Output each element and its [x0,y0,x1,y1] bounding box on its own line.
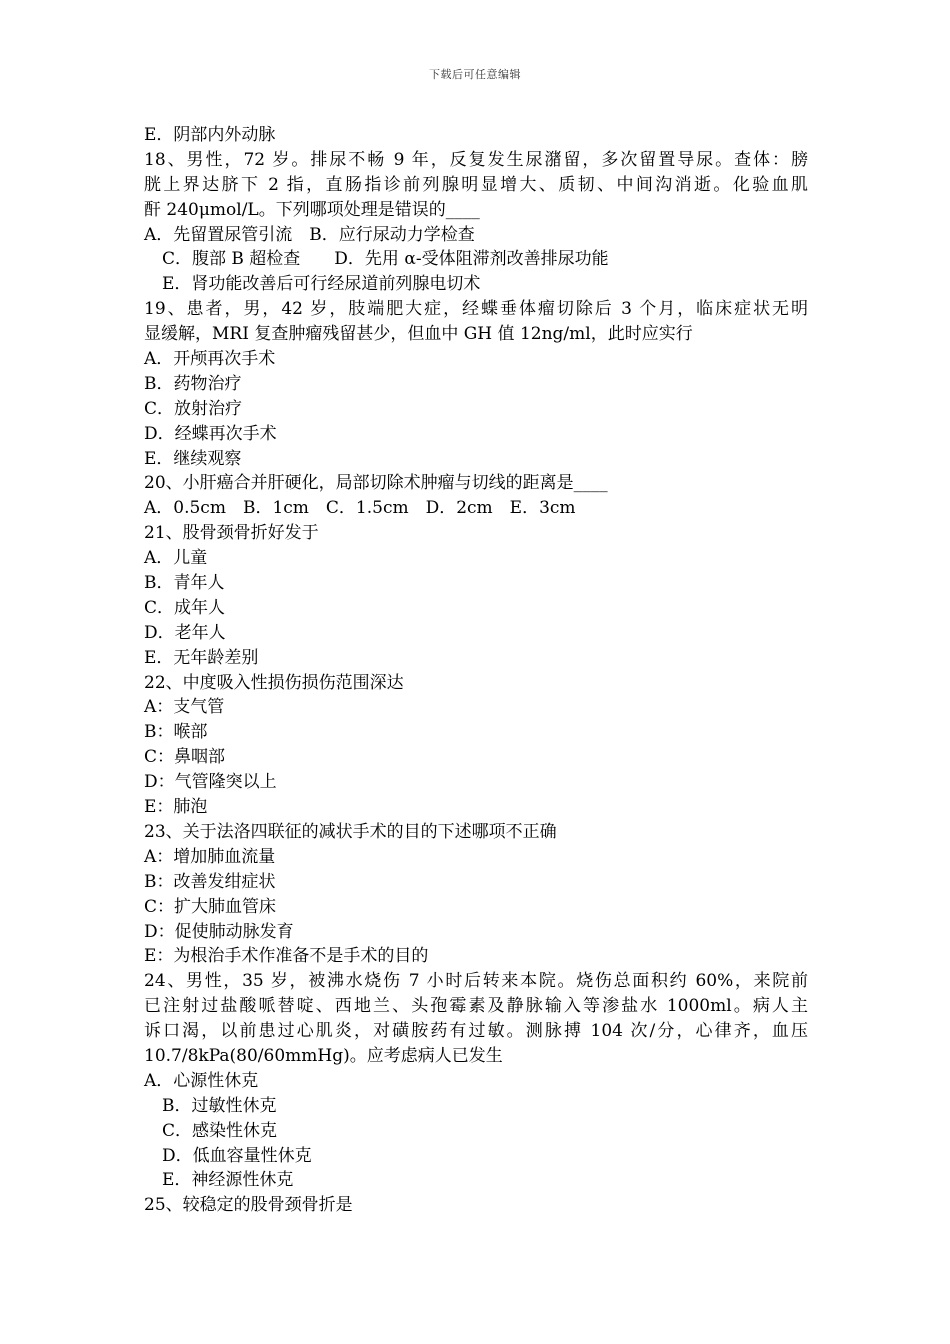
text-line: E．继续观察 [144,448,242,469]
text-line: C：鼻咽部 [144,747,226,768]
text-line: A．开颅再次手术 [144,349,276,370]
text-line: D．低血容量性休克 [162,1145,312,1166]
text-line: B．青年人 [144,573,225,594]
document-body [144,123,808,1218]
text-line: A．心源性休克 [144,1070,259,1091]
text-line: 23、关于法洛四联征的减状手术的目的下述哪项不正确 [144,821,557,842]
text-line: D．经蝶再次手术 [144,423,277,444]
text-line: B．药物治疗 [144,373,242,394]
text-line: A：支气管 [144,697,225,718]
text-line: 21、股骨颈骨折好发于 [144,523,319,544]
text-line: 已注射过盐酸哌替啶、西地兰、头孢霉素及静脉输入等渗盐水 1000ml。病人主 [144,996,808,1017]
text-line: 22、中度吸入性损伤损伤范围深达 [144,672,404,693]
text-line: E：肺泡 [144,797,208,818]
text-line: E：为根治手术作准备不是手术的目的 [144,946,429,967]
text-line: C．腹部 B 超检查 D．先用 α-受体阻滞剂改善排尿功能 [162,249,609,270]
text-line: C：扩大肺血管床 [144,896,277,917]
text-line: 19、患者，男，42 岁，肢端肥大症，经蝶垂体瘤切除后 3 个月，临床症状无明 [144,299,808,320]
text-line: E．阴部内外动脉 [144,125,276,145]
text-line: 胱上界达脐下 2 指，直肠指诊前列腺明显增大、质韧、中间沟消逝。化验血肌 [144,174,808,195]
text-line: C．放射治疗 [144,398,243,419]
text-line: 24、男性，35 岁，被沸水烧伤 7 小时后转来本院。烧伤总面积约 60%，来院前 [144,971,808,992]
text-line: B：改善发绀症状 [144,871,276,892]
text-line: A．先留置尿管引流 B．应行尿动力学检查 [144,224,475,245]
text-line: A．儿童 [144,548,208,569]
text-line: 18、男性，72 岁。排尿不畅 9 年，反复发生尿潴留，多次留置导尿。查体：膀 [144,149,808,170]
text-line: D：促使肺动脉发育 [144,921,294,942]
text-line: D．老年人 [144,622,226,643]
page-header: 下载后可任意编辑 [429,68,521,81]
text-line: E．肾功能改善后可行经尿道前列腺电切术 [162,274,481,295]
text-line: E．无年龄差别 [144,647,259,668]
text-line: C．感染性休克 [162,1120,278,1141]
text-line: 20、小肝癌合并肝硬化，局部切除术肿瘤与切线的距离是____ [144,473,608,494]
text-line: B．过敏性休克 [162,1095,277,1116]
text-line: D：气管隆突以上 [144,772,277,793]
text-line: 酐 240μmol/L。下列哪项处理是错误的____ [144,199,480,220]
text-line: A．0.5cm B．1cm C．1.5cm D．2cm E．3cm [144,498,576,519]
text-line: B：喉部 [144,722,208,743]
text-line: 25、较稳定的股骨颈骨折是 [144,1195,353,1216]
text-line: 10.7/8kPa(80/60mmHg)。应考虑病人已发生 [144,1045,503,1066]
text-line: 显缓解，MRI 复查肿瘤残留甚少，但血中 GH 值 12ng/ml，此时应实行 [144,324,693,345]
text-line: 诉口渴，以前患过心肌炎，对磺胺药有过敏。测脉搏 104 次/分，心律齐，血压 [144,1021,808,1042]
text-line: E．神经源性休克 [162,1170,294,1191]
text-line: A：增加肺血流量 [144,846,276,867]
text-line: C．成年人 [144,597,226,618]
